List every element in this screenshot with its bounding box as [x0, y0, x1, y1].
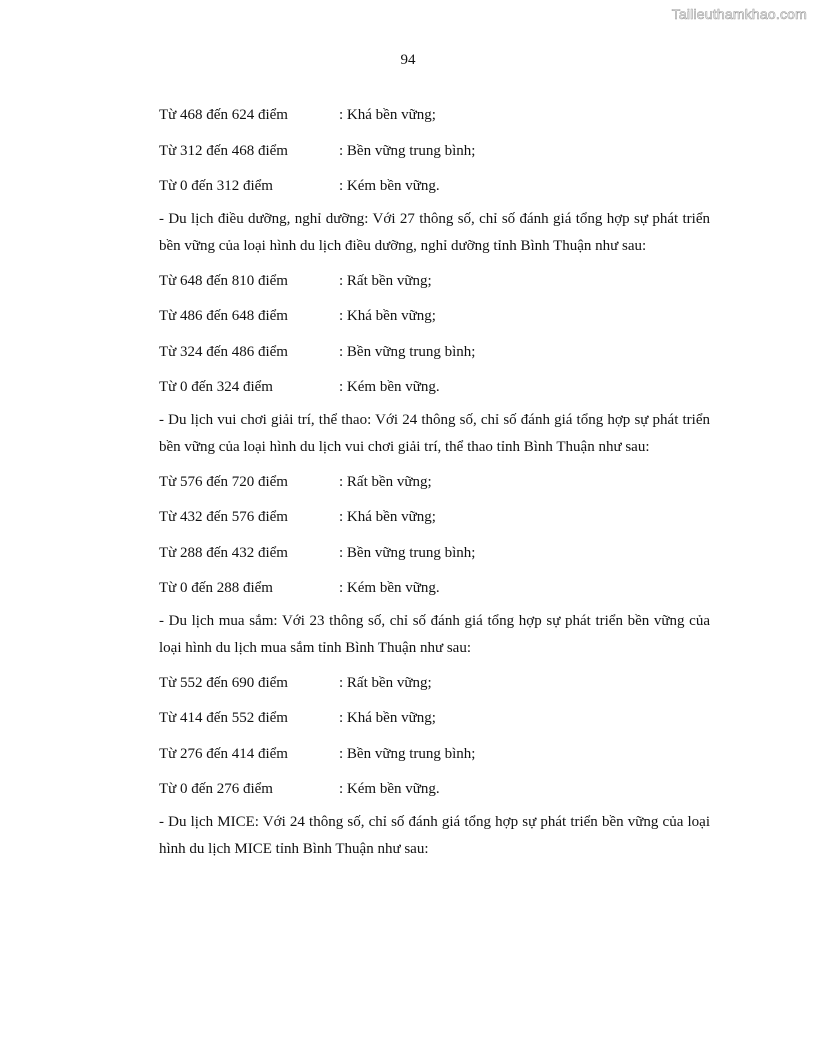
score-row [159, 134, 710, 170]
score-range: Từ 552 đến 690 điểm [159, 674, 288, 691]
score-range: Từ 0 đến 312 điểm [159, 178, 273, 194]
score-range: Từ 312 đến 468 điểm [159, 142, 288, 159]
sustainability-level: : Kém bền vững. [339, 178, 440, 194]
score-range: Từ 0 đến 288 điểm [159, 580, 273, 596]
sustainability-level: : Rất bền vững; [339, 473, 432, 490]
score-row [159, 666, 710, 702]
sustainability-level: : Khá bền vững; [339, 710, 436, 726]
sustainability-level: : Kém bền vững. [339, 781, 440, 797]
score-range: Từ 468 đến 624 điểm [159, 107, 288, 123]
sustainability-level: : Khá bền vững; [339, 509, 436, 525]
score-row [159, 335, 710, 371]
score-range: Từ 276 đến 414 điểm [159, 745, 288, 762]
sustainability-level: : Rất bền vững; [339, 674, 432, 691]
score-row [159, 465, 710, 501]
score-row [159, 169, 710, 205]
section-paragraph-shopping: - Du lịch mua sắm: Với 23 thông số, chỉ số đánh giá tổng hợp sự phát triển bền vững của loại hình du lịch mua sắm tỉnh Bình Thuận như sau: [159, 612, 710, 656]
score-range: Từ 486 đến 648 điểm [159, 308, 288, 324]
sustainability-level: : Bền vững trung bình; [339, 745, 476, 762]
score-row [159, 772, 710, 808]
score-range: Từ 432 đến 576 điểm [159, 509, 288, 525]
section-paragraph-entertainment: - Du lịch vui chơi giải trí, thể thao: Với 24 thông số, chỉ số đánh giá tổng hợp sự phát triển bền vững của loại hình du lịch vui chơi giải trí, thể thao tỉnh Bình Thuận như sau: [159, 411, 710, 455]
sustainability-level: : Bền vững trung bình; [339, 142, 476, 159]
score-row [159, 264, 710, 300]
score-range: Từ 288 đến 432 điểm [159, 544, 288, 561]
page-number: 94 [400, 52, 416, 68]
score-row [159, 299, 710, 335]
score-range: Từ 648 đến 810 điểm [159, 272, 288, 289]
score-row [159, 370, 710, 406]
score-range: Từ 0 đến 276 điểm [159, 781, 273, 797]
score-row [159, 500, 710, 536]
score-row [159, 737, 710, 773]
section-paragraph-resort: - Du lịch điều dưỡng, nghỉ dưỡng: Với 27 thông số, chỉ số đánh giá tổng hợp sự phát triển bền vững của loại hình du lịch điều dưỡng, nghỉ dưỡng tỉnh Bình Thuận như sau: [159, 210, 710, 254]
score-range: Từ 0 đến 324 điểm [159, 379, 273, 395]
score-row [159, 571, 710, 607]
sustainability-level: : Khá bền vững; [339, 107, 436, 123]
document-body [159, 98, 710, 867]
score-range: Từ 414 đến 552 điểm [159, 710, 288, 726]
score-range: Từ 576 đến 720 điểm [159, 473, 288, 490]
section-paragraph-mice: - Du lịch MICE: Với 24 thông số, chỉ số đánh giá tổng hợp sự phát triển bền vững của loại hình du lịch MICE tỉnh Bình Thuận như sau: [159, 813, 710, 857]
sustainability-level: : Bền vững trung bình; [339, 343, 476, 360]
watermark: Tailieuthamkhao.com [671, 6, 807, 22]
sustainability-level: : Rất bền vững; [339, 272, 432, 289]
sustainability-level: : Bền vững trung bình; [339, 544, 476, 561]
sustainability-level: : Khá bền vững; [339, 308, 436, 324]
sustainability-level: : Kém bền vững. [339, 379, 440, 395]
score-row [159, 701, 710, 737]
score-range: Từ 324 đến 486 điểm [159, 343, 288, 360]
sustainability-level: : Kém bền vững. [339, 580, 440, 596]
score-row [159, 536, 710, 572]
score-row [159, 98, 710, 134]
